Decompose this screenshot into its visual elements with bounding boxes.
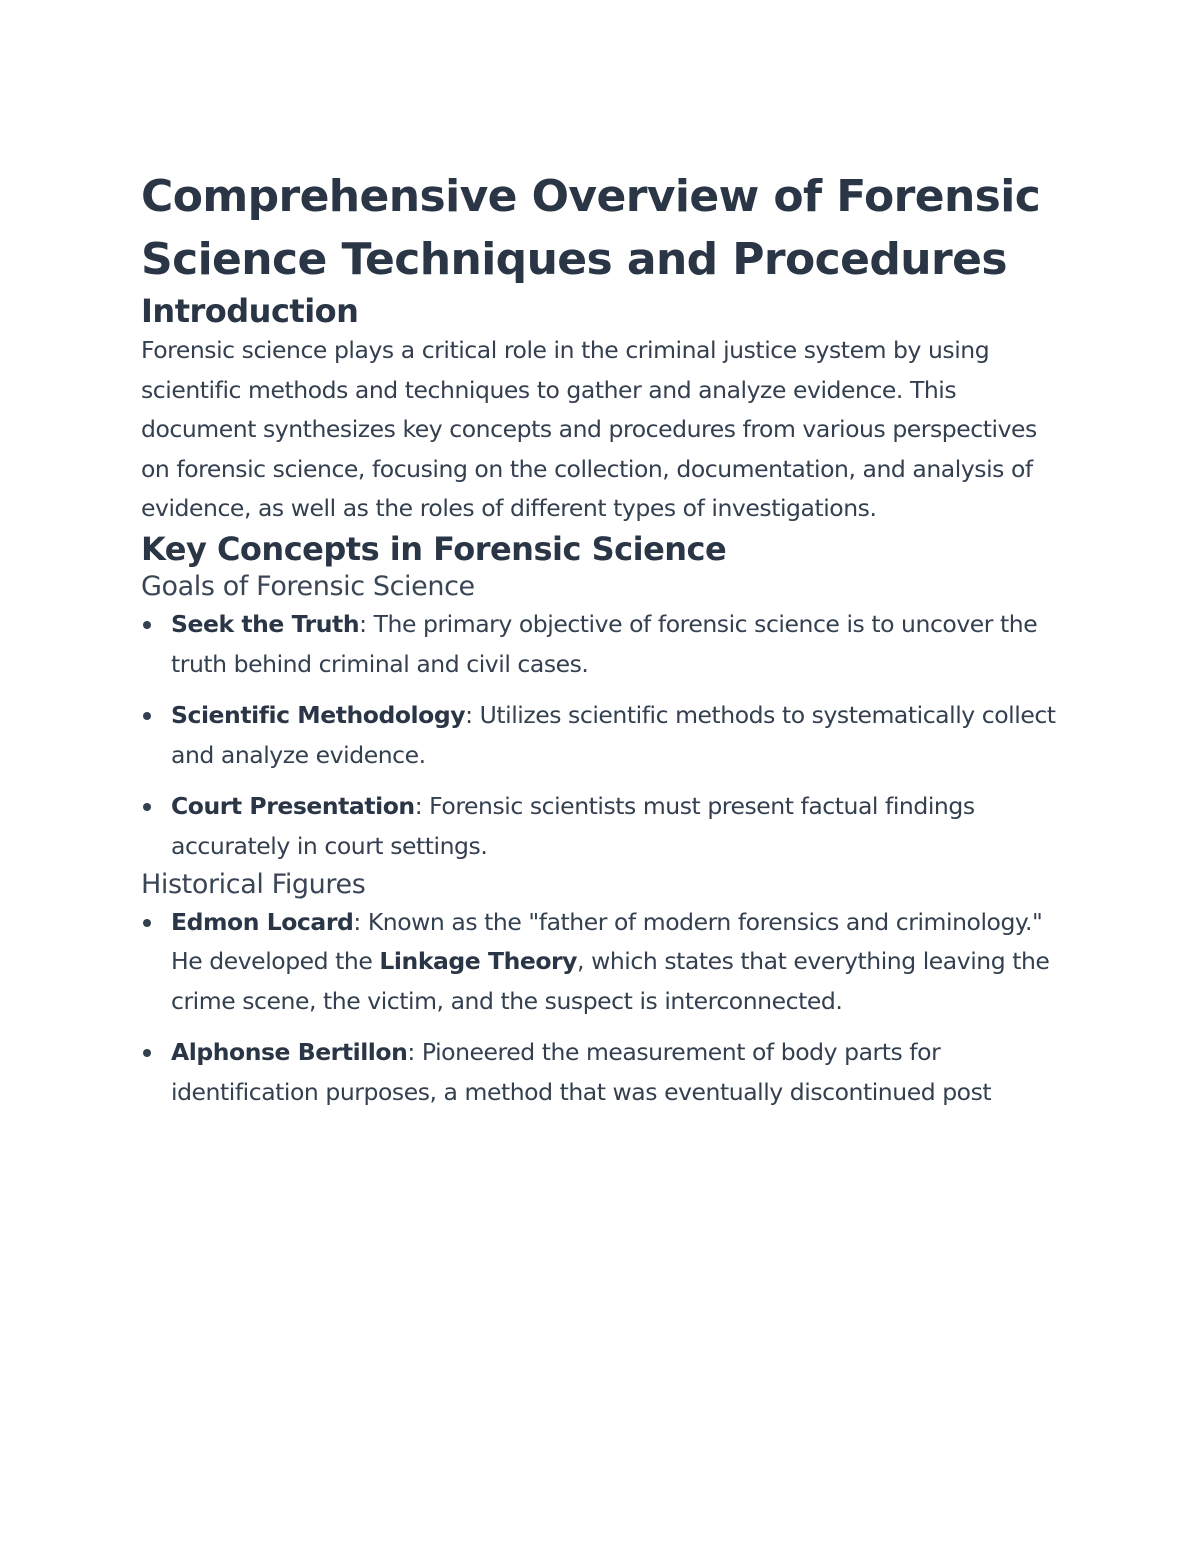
list-item — [141, 696, 1071, 775]
bullet-icon — [143, 712, 151, 720]
list-item — [141, 787, 1071, 866]
list-item-text-continued: , which states that everything leaving the crime scene, the victim, and the suspect is interconnected. — [171, 947, 1050, 1015]
list-item-text: : Forensic scientists must present factual findings accurately in court settings. — [171, 792, 975, 860]
list-item-term: Seek the Truth — [171, 609, 360, 638]
introduction-heading: Introduction — [141, 292, 359, 330]
list-item-text: : Utilizes scientific methods to systematically collect and analyze evidence. — [171, 701, 1056, 769]
list-item-term: Court Presentation — [171, 792, 415, 821]
list-item-text: : Pioneered the measurement of body parts for identification purposes, a method that was eventually discontinued post — [171, 1038, 992, 1106]
bullet-icon — [143, 803, 151, 811]
goals-heading: Goals of Forensic Science — [141, 570, 475, 602]
list-item-term: Alphonse Bertillon — [171, 1038, 408, 1067]
document-page — [141, 165, 1071, 1113]
inline-term: Linkage Theory — [379, 947, 578, 976]
introduction-paragraph: Forensic science plays a critical role in the criminal justice system by using scientific methods and techniques to gather and analyze evidence. This document synthesizes key concepts and procedures from various perspectives on forensic science, focusing on the collection, documentation, and analysis of evidence, as well as the roles of different types of investigations. — [141, 336, 1037, 523]
historical-figures-heading: Historical Figures — [141, 868, 366, 900]
bullet-icon — [143, 919, 151, 927]
bullet-icon — [143, 1049, 151, 1057]
list-item-text: : Known as the "father of modern forensics and criminology." He developed the — [171, 907, 1043, 976]
list-item — [141, 1033, 1071, 1112]
document-title: Comprehensive Overview of Forensic Science Techniques and Procedures — [141, 171, 1041, 285]
list-item-text: : The primary objective of forensic science is to uncover the truth behind criminal and civil cases. — [171, 609, 1038, 678]
list-item-term: Edmon Locard — [171, 907, 354, 936]
bullet-icon — [143, 621, 151, 629]
goals-list — [141, 605, 1071, 867]
historical-figures-list — [141, 903, 1071, 1113]
list-item — [141, 903, 1071, 1022]
list-item-term: Scientific Methodology — [171, 701, 466, 730]
key-concepts-heading: Key Concepts in Forensic Science — [141, 529, 727, 568]
list-item — [141, 605, 1071, 684]
